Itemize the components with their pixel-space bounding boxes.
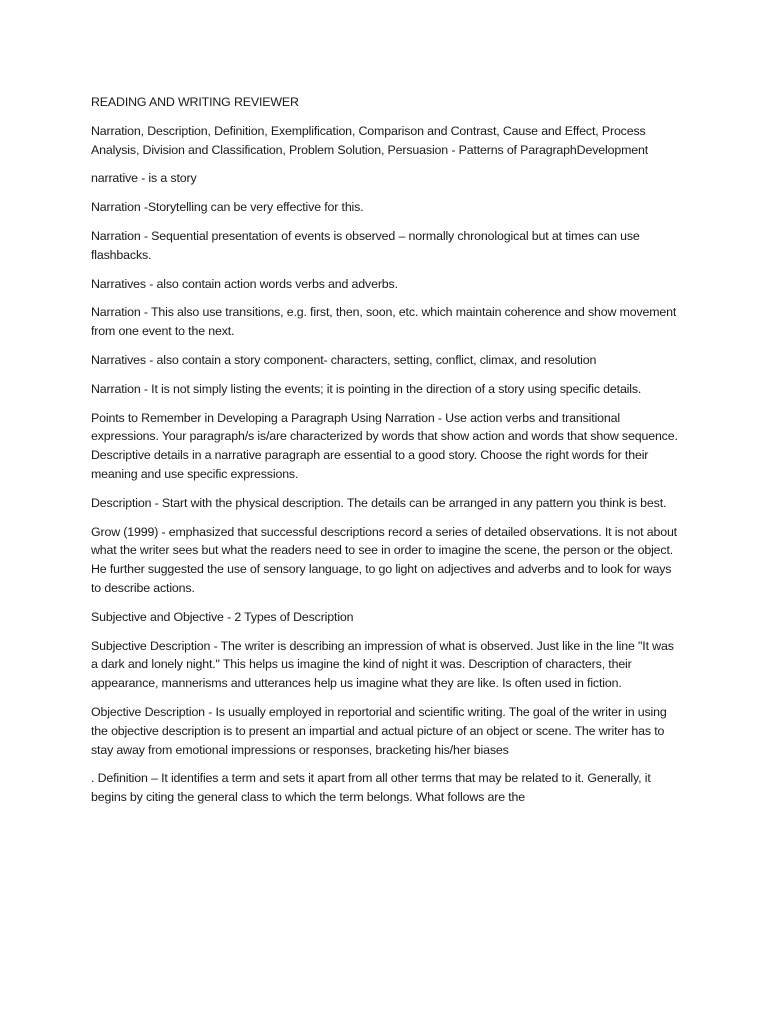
- document-body: [91, 93, 679, 817]
- paragraph: Objective Description - Is usually employed in reportorial and scientific writing. The goal of the writer in using the objective description is to present an impartial and actual picture of an object or scene. The writer has to stay away from emotional impressions or responses, bracketing his/her biases: [91, 704, 667, 757]
- paragraph: Points to Remember in Developing a Paragraph Using Narration - Use action verbs and transitional expressions. Your paragraph/s is/are characterized by words that show action and words that show sequence. Descriptive details in a narrative paragraph are essential to a good story. Choose the right words for their meaning and use specific expressions.: [91, 410, 678, 481]
- paragraph: . Definition – It identifies a term and sets it apart from all other terms that may be related to it. Generally, it begins by citing the general class to which the term belongs. What follows are the: [91, 771, 651, 805]
- paragraph: narrative - is a story: [91, 171, 197, 186]
- paragraph: Narratives - also contain a story component- characters, setting, conflict, climax, and resolution: [91, 352, 597, 367]
- paragraph: Narration - Sequential presentation of events is observed – normally chronological but at times can use flashbacks.: [91, 228, 640, 262]
- paragraph: Narration -Storytelling can be very effective for this.: [91, 200, 364, 215]
- paragraph: Description - Start with the physical description. The details can be arranged in any pattern you think is best.: [91, 495, 667, 510]
- paragraph: Narratives - also contain action words verbs and adverbs.: [91, 276, 398, 291]
- paragraph: Subjective Description - The writer is describing an impression of what is observed. Just like in the line "It was a dark and lonely night." This helps us imagine the kind of night it was. Description of characters, their appearance, mannerisms and utterances help us imagine what they are like. Is often used in fiction.: [91, 638, 674, 691]
- paragraph: Grow (1999) - emphasized that successful descriptions record a series of detailed observations. It is not about what the writer sees but what the readers need to see in order to imagine the scene, the person or the object. He further suggested the use of sensory language, to go light on adjectives and adverbs and to look for ways to describe actions.: [91, 524, 677, 595]
- paragraph: Narration, Description, Definition, Exemplification, Comparison and Contrast, Cause and Effect, Process Analysis, Division and Classification, Problem Solution, Persuasion - Patterns of ParagraphDevelopment: [91, 123, 649, 157]
- paragraph: Narration - This also use transitions, e.g. first, then, soon, etc. which maintain coherence and show movement from one event to the next.: [91, 305, 677, 339]
- document-title: READING AND WRITING REVIEWER: [91, 95, 299, 109]
- paragraph: Subjective and Objective - 2 Types of Description: [91, 609, 354, 624]
- paragraph: Narration - It is not simply listing the events; it is pointing in the direction of a story using specific details.: [91, 381, 642, 396]
